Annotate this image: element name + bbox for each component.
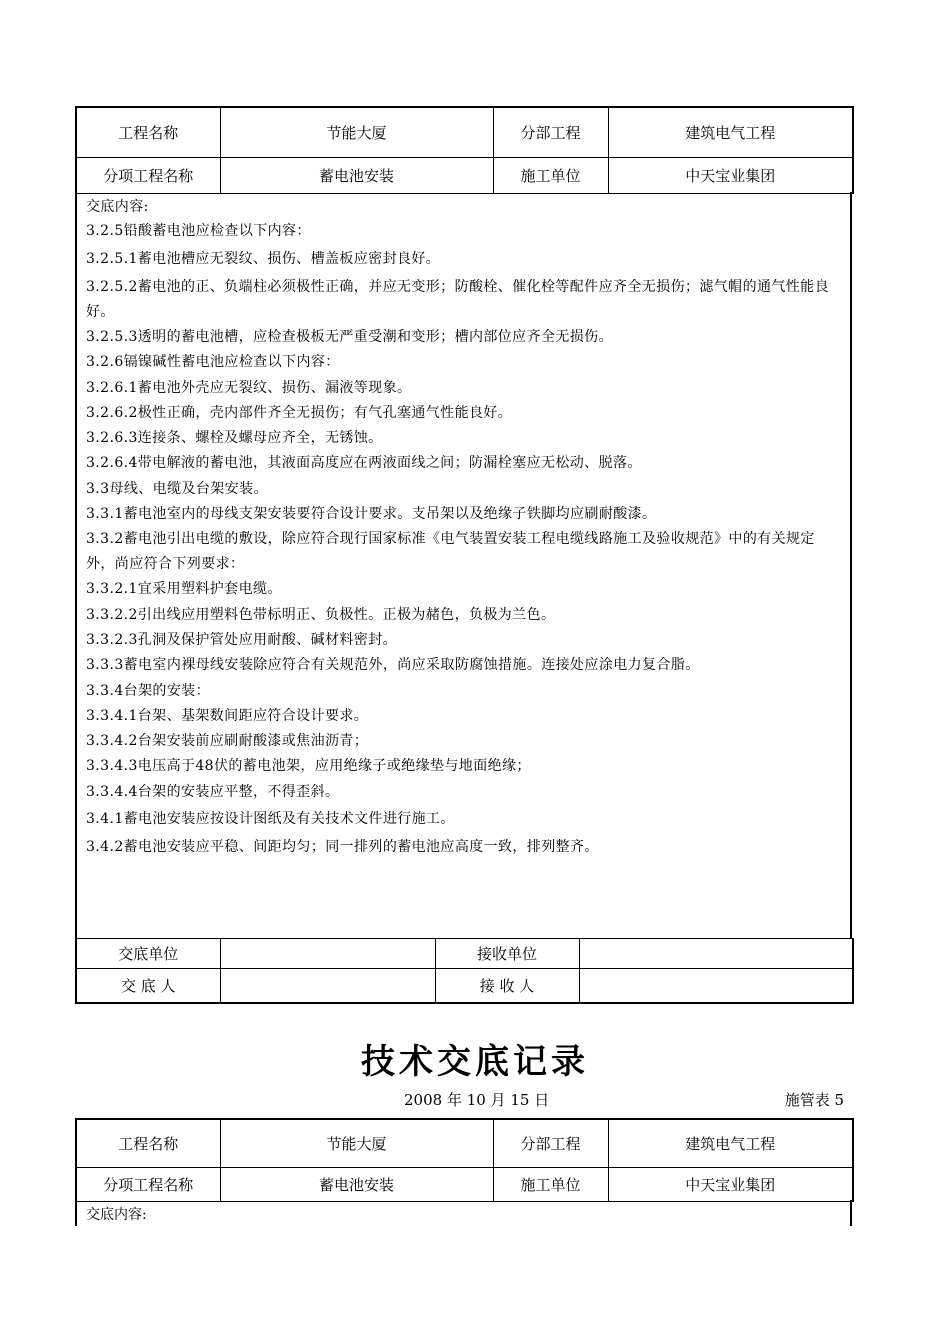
content-line: 3.2.5.1蓄电池槽应无裂纹、损伤、槽盖板应密封良好。 (86, 251, 441, 267)
signoff-table (75, 938, 854, 1004)
content-label: 交底内容: (86, 1207, 147, 1223)
division-value: 建筑电气工程 (608, 107, 853, 157)
content-line: 3.3.3蓄电室内裸母线安装除应符合有关规范外，尚应采取防腐蚀措施。连接处应涂电力复合脂。 (86, 657, 700, 674)
receiver-person-value (579, 969, 853, 1003)
receiver-unit-value (579, 939, 853, 969)
subitem-value: 蓄电池安装 (220, 157, 493, 193)
content-line: 3.2.6.1蓄电池外壳应无裂纹、损伤、漏液等现象。 (86, 379, 412, 396)
content-line: 3.4.1蓄电池安装应按设计图纸及有关技术文件进行施工。 (86, 811, 455, 828)
header-table-2 (75, 1118, 854, 1202)
receiver-person-label: 接 收 人 (435, 969, 579, 1003)
subitem-label: 分项工程名称 (76, 1167, 220, 1201)
content-line: 3.3.4.4台架的安装应平整，不得歪斜。 (86, 783, 340, 800)
receiver-unit-label: 接收单位 (435, 939, 579, 969)
issuer-unit-label: 交底单位 (76, 939, 220, 969)
issuer-person-label: 交 底 人 (76, 969, 220, 1003)
content-line: 3.3.2.1宜采用塑料护套电缆。 (86, 581, 282, 598)
content-line: 3.3.2蓄电池引出电缆的敷设，除应符合现行国家标准《电气装置安装工程电缆线路施工及验收规范》中的有关规定外，尚应符合下列要求： (86, 531, 815, 573)
content-line: 3.2.6.3连接条、螺栓及螺母应齐全，无锈蚀。 (86, 430, 383, 447)
project-name-value: 节能大厦 (220, 107, 493, 157)
content-line: 3.2.5.2蓄电池的正、负端柱必须极性正确，并应无变形；防酸栓、催化栓等配件应齐全无损伤；滤气帽的通气性能良好。 (86, 279, 829, 320)
project-name-label: 工程名称 (76, 107, 220, 157)
subitem-label: 分项工程名称 (76, 157, 220, 193)
issuer-person-value (220, 969, 435, 1003)
header-table (75, 106, 854, 194)
disclosure-content-2 (75, 1200, 852, 1226)
content-line: 3.3.4台架的安装： (86, 682, 211, 699)
content-line: 3.3.4.3电压高于48伏的蓄电池架，应用绝缘子或绝缘垫与地面绝缘； (86, 758, 531, 775)
disclosure-content (75, 192, 852, 938)
subitem-value: 蓄电池安装 (220, 1167, 493, 1201)
content-line: 3.3母线、电缆及台架安装。 (86, 480, 268, 497)
form-number: 施管表 5 (784, 1091, 844, 1109)
record-date: 2008 年 10 月 15 日 (404, 1091, 550, 1109)
content-line: 3.3.4.1台架、基架数间距应符合设计要求。 (86, 707, 369, 724)
division-label: 分部工程 (493, 1119, 608, 1167)
content-line: 3.3.2.2引出线应用塑料色带标明正、负极性。正极为赭色，负极为兰色。 (86, 606, 556, 623)
content-line: 3.3.1蓄电池室内的母线支架安装要符合设计要求。支吊架以及绝缘子铁脚均应刷耐酸漆。 (86, 506, 657, 523)
content-line: 3.2.6镉镍碱性蓄电池应检查以下内容： (86, 354, 340, 371)
content-line: 3.4.2蓄电池安装应平稳、间距均匀；同一排列的蓄电池应高度一致，排列整齐。 (86, 839, 599, 856)
page-title: 技术交底记录 (361, 1042, 589, 1082)
content-line: 3.2.5铅酸蓄电池应检查以下内容： (86, 223, 311, 239)
division-label: 分部工程 (493, 107, 608, 157)
contractor-value: 中天宝业集团 (608, 1167, 853, 1201)
issuer-unit-value (220, 939, 435, 969)
division-value: 建筑电气工程 (608, 1119, 853, 1167)
contractor-label: 施工单位 (493, 157, 608, 193)
content-line: 3.2.5.3透明的蓄电池槽，应检查极板无严重受潮和变形；槽内部位应齐全无损伤。 (86, 329, 613, 345)
content-line: 3.3.4.2台架安装前应刷耐酸漆或焦油沥青； (86, 733, 369, 750)
content-line: 3.2.6.2极性正确，壳内部件齐全无损伤；有气孔塞通气性能良好。 (86, 404, 513, 421)
content-line: 3.3.2.3孔洞及保护管处应用耐酸、碱材料密封。 (86, 631, 397, 648)
content-line: 3.2.6.4带电解液的蓄电池，其液面高度应在两液面线之间；防漏栓塞应无松动、脱落。 (86, 455, 642, 472)
project-name-label: 工程名称 (76, 1119, 220, 1167)
contractor-value: 中天宝业集团 (608, 157, 853, 193)
project-name-value: 节能大厦 (220, 1119, 493, 1167)
content-line: 交底内容: (86, 199, 149, 215)
contractor-label: 施工单位 (493, 1167, 608, 1201)
